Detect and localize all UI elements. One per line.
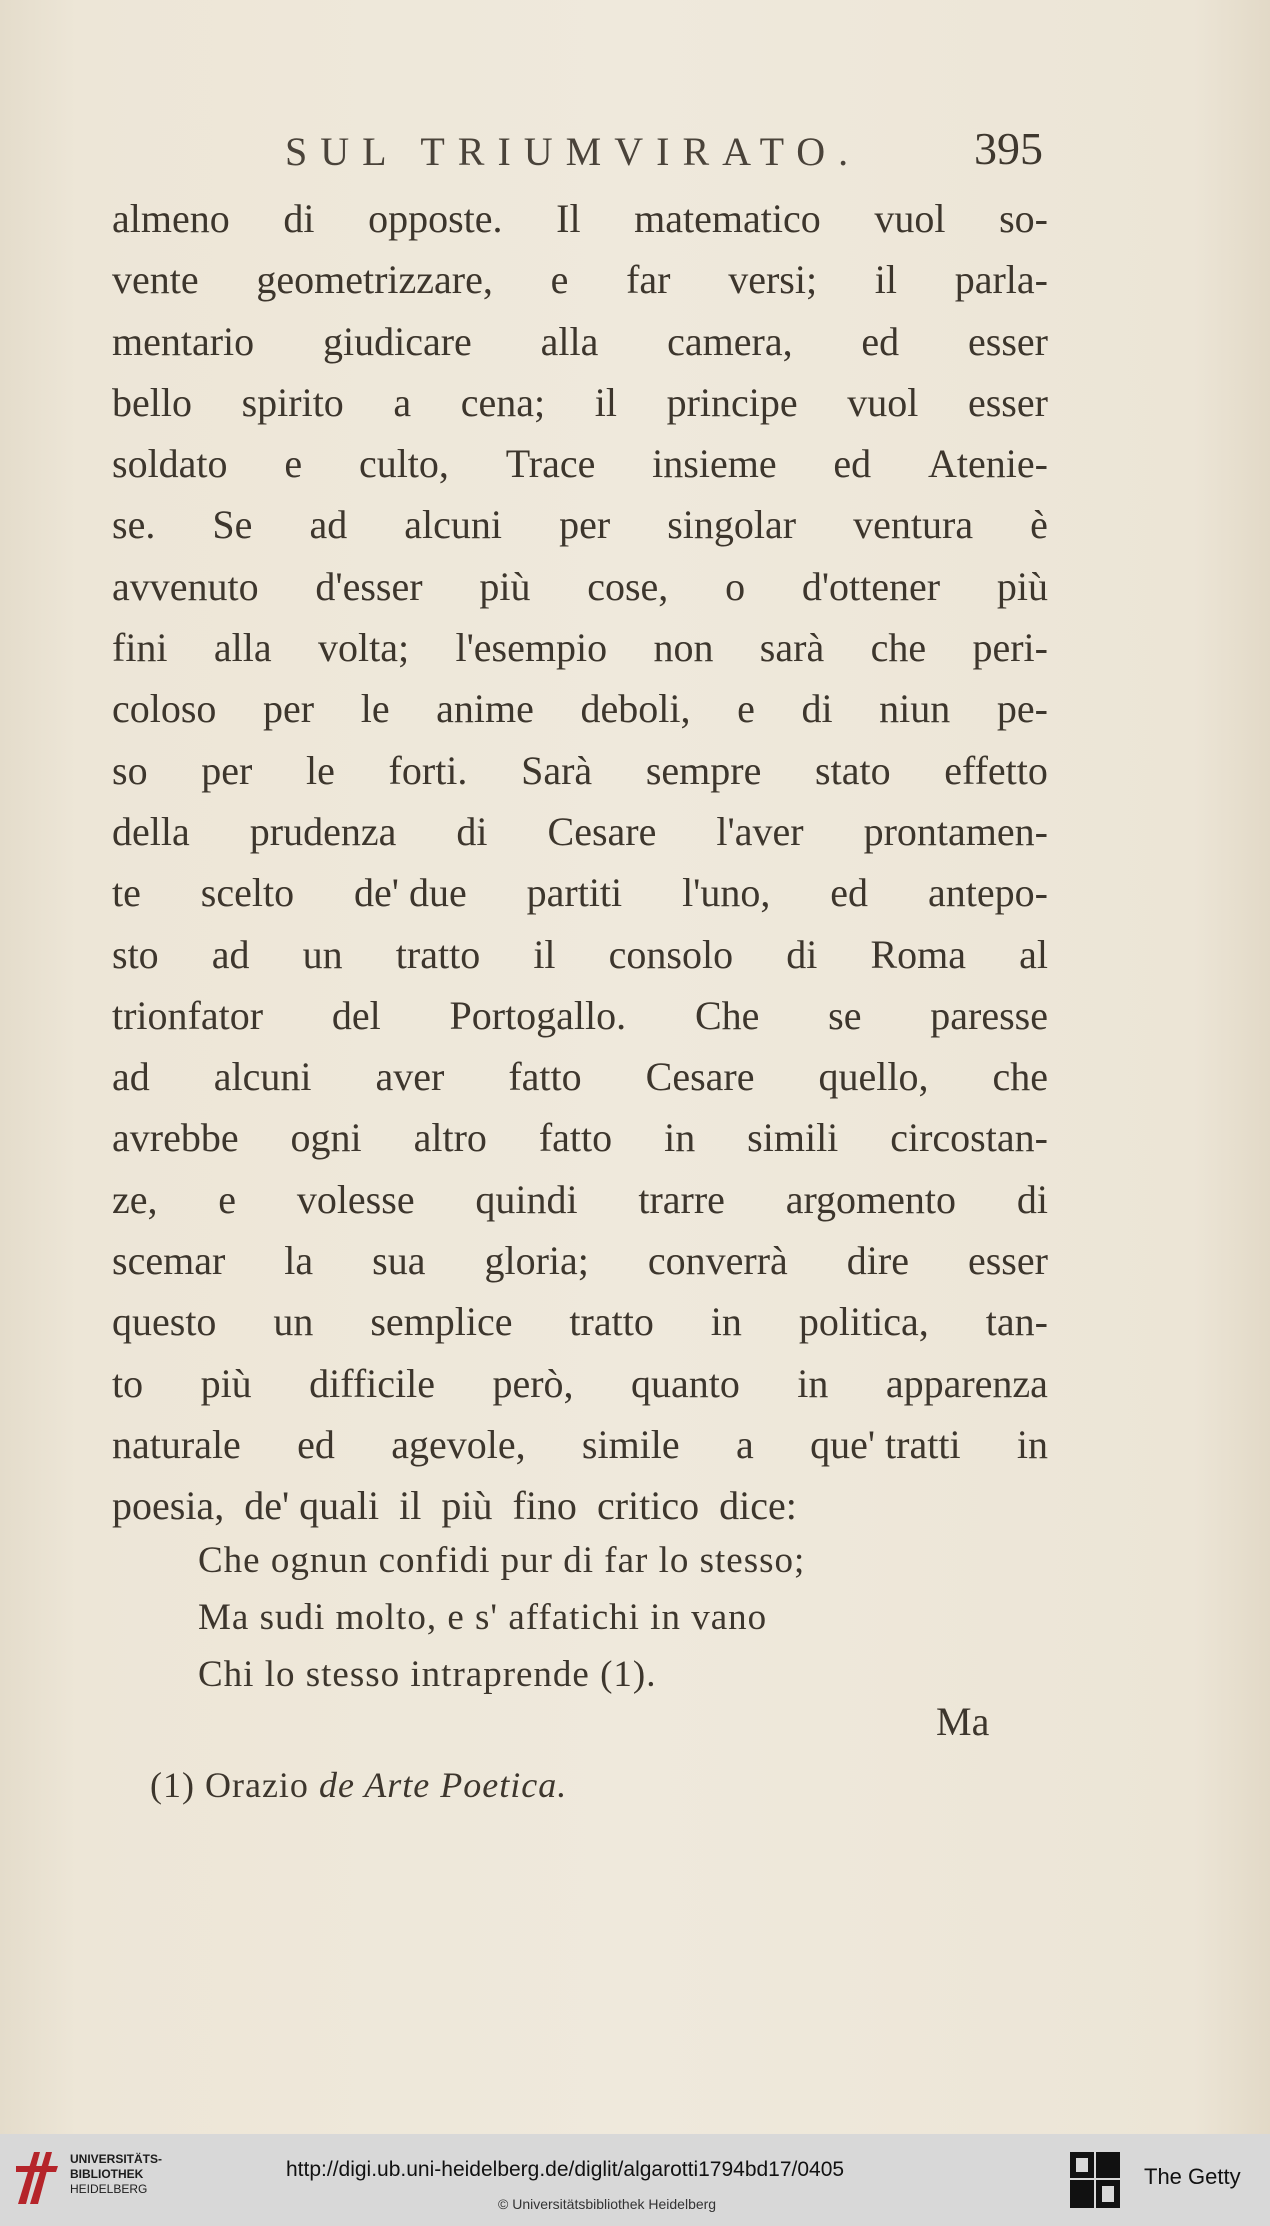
- word: Il: [556, 196, 581, 241]
- text-line: [112, 1230, 1048, 1291]
- word: o: [725, 563, 746, 609]
- word: le: [306, 747, 335, 793]
- word: esser: [968, 318, 1048, 364]
- verse-line: Che ognun confidi pur di far lo stesso;: [198, 1540, 806, 1581]
- word: insieme: [652, 441, 777, 487]
- word: camera,: [667, 318, 793, 364]
- word: Che: [694, 992, 760, 1038]
- word: giudicare: [322, 318, 472, 364]
- word: poesia,: [112, 1483, 225, 1529]
- word: sempre: [645, 747, 762, 793]
- word: volta;: [318, 625, 410, 671]
- word: gloria;: [484, 1238, 589, 1284]
- word: sto: [112, 931, 159, 977]
- word: argomento: [785, 1176, 957, 1222]
- word: se: [828, 992, 862, 1038]
- word: critico: [596, 1483, 700, 1529]
- word: più: [200, 1360, 252, 1406]
- word: vuol: [874, 196, 946, 241]
- word: geometrizzare,: [256, 257, 493, 303]
- page-header: [285, 122, 1045, 182]
- footnote-author: Orazio: [204, 1765, 309, 1805]
- word: spirito: [241, 379, 344, 425]
- text-line: [112, 617, 1048, 678]
- word: che: [870, 625, 927, 671]
- word: vente: [112, 257, 199, 303]
- word: che: [992, 1054, 1048, 1100]
- word: l'esempio: [455, 625, 608, 671]
- word: di: [1016, 1176, 1048, 1222]
- word: Atenie-: [927, 441, 1048, 487]
- word: ed: [830, 870, 869, 916]
- text-line: [112, 1107, 1048, 1168]
- word: e: [737, 686, 755, 732]
- footnote-marker: (1): [150, 1765, 195, 1805]
- verse-quotation: [198, 1532, 805, 1703]
- word: più: [441, 1483, 493, 1529]
- word: mentario: [112, 318, 255, 364]
- text-line: [112, 1353, 1048, 1414]
- text-line: [112, 494, 1048, 555]
- word: fini: [112, 625, 168, 671]
- word: un: [273, 1299, 314, 1345]
- word: per: [559, 502, 611, 548]
- word: Se: [212, 502, 253, 548]
- word: almeno: [112, 196, 230, 241]
- word: ventura: [853, 502, 974, 548]
- word: forti.: [388, 747, 468, 793]
- word: avrebbe: [112, 1115, 239, 1161]
- word: quindi: [475, 1176, 578, 1222]
- word: ogni: [290, 1115, 362, 1161]
- word: peri-: [972, 625, 1048, 671]
- word: tratto: [569, 1299, 654, 1345]
- word: singolar: [667, 502, 797, 548]
- word: trarre: [638, 1176, 725, 1222]
- word: bello: [112, 379, 192, 425]
- text-line: [112, 372, 1048, 433]
- word: tratto: [395, 931, 481, 977]
- word: questo: [112, 1299, 217, 1345]
- word: far: [626, 257, 671, 303]
- text-line: [112, 1475, 1048, 1536]
- word: effetto: [944, 747, 1048, 793]
- verse-line: Ma sudi molto, e s' affatichi in vano: [198, 1597, 768, 1638]
- verse-line: Chi lo stesso intraprende (1).: [198, 1654, 657, 1695]
- word: te: [112, 870, 141, 916]
- text-line: [112, 249, 1048, 310]
- footnote: [150, 1764, 567, 1806]
- copyright-notice: © Universitätsbibliothek Heidelberg: [498, 2196, 717, 2212]
- word: altro: [413, 1115, 487, 1161]
- word: quello,: [818, 1054, 929, 1100]
- text-line: [112, 740, 1048, 801]
- word: Roma: [870, 931, 966, 977]
- word: de' due: [354, 870, 467, 916]
- word: apparenza: [885, 1360, 1048, 1406]
- word: antepo-: [927, 870, 1048, 916]
- word: però,: [492, 1360, 574, 1406]
- word: alla: [213, 625, 272, 671]
- text-line: [112, 556, 1048, 617]
- word: della: [112, 808, 190, 854]
- word: più: [996, 563, 1048, 609]
- university-library-logo-icon[interactable]: [14, 2146, 60, 2210]
- word: a: [735, 1421, 754, 1467]
- library-name-line: HEIDELBERG: [70, 2182, 148, 2196]
- word: converrà: [647, 1238, 788, 1284]
- word: sua: [372, 1238, 426, 1284]
- word: vuol: [847, 379, 919, 425]
- word: il: [533, 931, 556, 977]
- body-paragraph: [112, 188, 1048, 1537]
- text-line: [112, 433, 1048, 494]
- word: so-: [999, 196, 1048, 241]
- word: esser: [967, 379, 1048, 425]
- word: la: [284, 1238, 314, 1284]
- word: opposte.: [368, 196, 503, 241]
- word: consolo: [608, 931, 734, 977]
- running-head: SUL TRIUMVIRATO.: [285, 129, 862, 174]
- word: culto,: [358, 441, 449, 487]
- word: matematico: [634, 196, 821, 241]
- library-name-line: UNIVERSITÄTS-: [70, 2152, 163, 2166]
- word: sarà: [759, 625, 825, 671]
- university-library-name: [70, 2152, 162, 2197]
- permalink-url[interactable]: http://digi.ub.uni-heidelberg.de/diglit/algarotti1794bd17/0405: [286, 2158, 845, 2181]
- word: ed: [297, 1421, 335, 1467]
- word: paresse: [930, 992, 1048, 1038]
- catchword: Ma: [936, 1699, 990, 1744]
- word: aver: [375, 1054, 445, 1100]
- text-line: [112, 985, 1048, 1046]
- word: e: [218, 1176, 237, 1222]
- word: in: [1016, 1421, 1048, 1467]
- word: fatto: [508, 1054, 582, 1100]
- word: simile: [581, 1421, 680, 1467]
- word: del: [331, 992, 381, 1038]
- word: circostan-: [890, 1115, 1048, 1161]
- word: que' tratti: [810, 1421, 961, 1467]
- word: cose,: [587, 563, 669, 609]
- word: ad: [112, 1054, 150, 1100]
- word: l'aver: [716, 808, 804, 854]
- word: e: [284, 441, 303, 487]
- word: se.: [112, 502, 156, 548]
- word: e: [550, 257, 569, 303]
- word: versi;: [728, 257, 818, 303]
- viewer-footer: [0, 2134, 1270, 2226]
- word: di: [456, 808, 488, 854]
- library-name-line: BIBLIOTHEK: [70, 2167, 144, 2181]
- text-line: [112, 678, 1048, 739]
- word: di: [283, 196, 315, 241]
- word: to: [112, 1360, 144, 1406]
- text-line: [112, 862, 1048, 923]
- text-line: [112, 924, 1048, 985]
- word: soldato: [112, 441, 228, 487]
- word: Portogallo.: [449, 992, 627, 1038]
- text-line: [112, 1046, 1048, 1107]
- text-line: [112, 188, 1048, 249]
- word: in: [797, 1360, 829, 1406]
- word: in: [664, 1115, 696, 1161]
- word: d'ottener: [801, 563, 941, 609]
- text-line: [112, 311, 1048, 372]
- word: fino: [512, 1483, 577, 1529]
- getty-logo-icon[interactable]: [1068, 2150, 1122, 2210]
- word: il: [874, 257, 898, 303]
- word: principe: [666, 379, 798, 425]
- word: l'uno,: [682, 870, 771, 916]
- word: politica,: [798, 1299, 929, 1345]
- word: dire: [846, 1238, 909, 1284]
- word: agevole,: [391, 1421, 526, 1467]
- word: di: [786, 931, 818, 977]
- word: stato: [815, 747, 891, 793]
- word: prudenza: [249, 808, 397, 854]
- word: quanto: [630, 1360, 740, 1406]
- word: parla-: [954, 257, 1048, 303]
- word: alcuni: [213, 1054, 312, 1100]
- word: un: [302, 931, 343, 977]
- word: esser: [967, 1238, 1048, 1284]
- word: cena;: [460, 379, 546, 425]
- word: niun: [879, 686, 951, 732]
- word: ad: [309, 502, 348, 548]
- word: de' quali: [244, 1483, 380, 1529]
- word: in: [710, 1299, 742, 1345]
- word: al: [1019, 931, 1048, 977]
- page-number: 395: [974, 123, 1043, 174]
- text-line: [112, 801, 1048, 862]
- word: simili: [747, 1115, 839, 1161]
- word: volesse: [296, 1176, 415, 1222]
- word: naturale: [112, 1421, 241, 1467]
- word: pe-: [996, 686, 1048, 732]
- word: Trace: [505, 441, 596, 487]
- word: di: [801, 686, 833, 732]
- word: a: [393, 379, 412, 425]
- word: il: [594, 379, 617, 425]
- text-line: [112, 1169, 1048, 1230]
- text-line: [112, 1414, 1048, 1475]
- word: Sarà: [521, 747, 593, 793]
- word: per: [201, 747, 253, 793]
- word: non: [653, 625, 714, 671]
- word: è: [1030, 502, 1048, 548]
- word: ed: [833, 441, 872, 487]
- word: Cesare: [547, 808, 657, 854]
- word: dice:: [719, 1483, 797, 1529]
- word: avvenuto: [112, 563, 259, 609]
- word: partiti: [526, 870, 623, 916]
- word: deboli,: [580, 686, 691, 732]
- word: ed: [861, 318, 900, 364]
- word: prontamen-: [863, 808, 1048, 854]
- word: semplice: [370, 1299, 513, 1345]
- word: so: [112, 747, 148, 793]
- word: d'esser: [315, 563, 423, 609]
- word: scelto: [200, 870, 295, 916]
- word: alla: [540, 318, 599, 364]
- text-line: [112, 1291, 1048, 1352]
- getty-name: The Getty: [1144, 2164, 1241, 2189]
- word: difficile: [309, 1360, 436, 1406]
- word: le: [360, 686, 390, 732]
- word: il: [399, 1483, 422, 1529]
- word: ze,: [112, 1176, 158, 1222]
- word: trionfator: [112, 992, 264, 1038]
- word: ad: [211, 931, 250, 977]
- word: Cesare: [645, 1054, 755, 1100]
- word: alcuni: [404, 502, 503, 548]
- word: più: [479, 563, 531, 609]
- word: per: [263, 686, 315, 732]
- word: coloso: [112, 686, 217, 732]
- word: scemar: [112, 1238, 226, 1284]
- word: fatto: [538, 1115, 613, 1161]
- word: tan-: [985, 1299, 1048, 1345]
- footnote-title: de Arte Poetica.: [318, 1765, 568, 1805]
- word: anime: [436, 686, 534, 732]
